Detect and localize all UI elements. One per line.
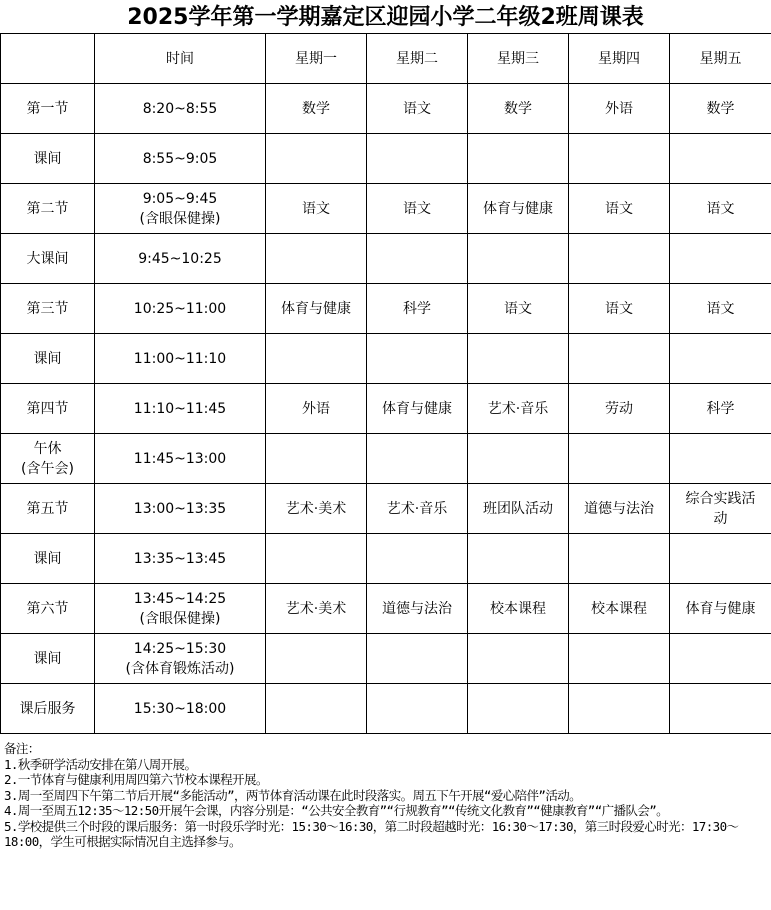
subject-cell <box>468 234 569 284</box>
subject-cell <box>367 134 468 184</box>
period-cell <box>1 484 95 534</box>
period-cell <box>1 134 95 184</box>
time-cell <box>95 334 266 384</box>
notes-section <box>4 741 768 850</box>
time-range: 9:05~9:45 <box>142 190 218 207</box>
period-label: 第五节 <box>26 500 69 517</box>
subject-cell <box>367 434 468 484</box>
period-cell <box>1 184 95 234</box>
subject-cell: 劳动 <box>569 384 670 434</box>
subject-cell <box>367 234 468 284</box>
period-cell <box>1 634 95 684</box>
subject-cell: 班团队活动 <box>468 484 569 534</box>
subject-cell <box>468 334 569 384</box>
schedule-row <box>1 284 771 334</box>
time-range: 9:45~10:25 <box>138 250 222 267</box>
subject-cell <box>569 234 670 284</box>
period-cell <box>1 434 95 484</box>
subject-cell: 语文 <box>670 184 771 234</box>
subject-cell <box>468 534 569 584</box>
subject-cell <box>468 634 569 684</box>
time-range: 14:25~15:30 <box>133 640 227 657</box>
period-note: (含午会) <box>21 460 74 477</box>
time-range: 15:30~18:00 <box>133 700 227 717</box>
time-cell <box>95 134 266 184</box>
subject-cell <box>670 684 771 734</box>
period-cell <box>1 234 95 284</box>
schedule-row <box>1 484 771 534</box>
subject-cell: 科学 <box>367 284 468 334</box>
note-item: 2.一节体育与健康利用周四第六节校本课程开展。 <box>4 772 268 787</box>
time-range: 13:45~14:25 <box>133 590 227 607</box>
period-label: 课间 <box>33 650 62 667</box>
time-range: 13:00~13:35 <box>133 500 227 517</box>
schedule-row <box>1 684 771 734</box>
period-label: 大课间 <box>26 250 69 267</box>
subject-cell: 外语 <box>266 384 367 434</box>
time-range: 11:00~11:10 <box>133 350 227 367</box>
period-label: 课间 <box>33 550 62 567</box>
period-label: 课间 <box>33 150 62 167</box>
schedule-row <box>1 384 771 434</box>
schedule-row <box>1 234 771 284</box>
subject-cell: 体育与健康 <box>468 184 569 234</box>
time-cell <box>95 684 266 734</box>
time-cell <box>95 234 266 284</box>
time-note: (含体育锻炼活动) <box>125 660 235 677</box>
subject-cell: 校本课程 <box>468 584 569 634</box>
period-label: 午休 <box>33 440 62 457</box>
schedule-table <box>0 33 771 734</box>
schedule-row <box>1 534 771 584</box>
schedule-row <box>1 584 771 634</box>
subject-cell: 体育与健康 <box>266 284 367 334</box>
subject-cell <box>266 534 367 584</box>
period-label: 第四节 <box>26 400 69 417</box>
header-day: 星期一 <box>266 34 367 84</box>
time-range: 13:35~13:45 <box>133 550 227 567</box>
schedule-row <box>1 434 771 484</box>
subject-cell <box>670 534 771 584</box>
header-row <box>1 34 771 84</box>
period-cell <box>1 84 95 134</box>
subject-cell: 语文 <box>468 284 569 334</box>
header-time: 时间 <box>95 34 266 84</box>
period-label: 第一节 <box>26 100 69 117</box>
time-cell <box>95 534 266 584</box>
subject-cell <box>569 684 670 734</box>
time-note: (含眼保健操) <box>139 210 221 227</box>
subject-cell: 体育与健康 <box>670 584 771 634</box>
subject-cell <box>569 334 670 384</box>
schedule-body <box>1 34 771 734</box>
time-cell <box>95 284 266 334</box>
subject-cell <box>670 434 771 484</box>
subject-cell <box>468 684 569 734</box>
subject-cell: 语文 <box>367 84 468 134</box>
subject-cell <box>569 434 670 484</box>
period-label: 第三节 <box>26 300 69 317</box>
subject-cell: 数学 <box>468 84 569 134</box>
period-label: 第六节 <box>26 600 69 617</box>
subject-cell: 道德与法治 <box>569 484 670 534</box>
subject-cell <box>670 134 771 184</box>
subject-cell <box>266 634 367 684</box>
corner-cell <box>1 34 95 84</box>
subject-cell <box>468 434 569 484</box>
subject-cell <box>367 684 468 734</box>
time-range: 8:20~8:55 <box>142 100 218 117</box>
subject-cell: 艺术·音乐 <box>468 384 569 434</box>
time-cell <box>95 634 266 684</box>
subject-cell: 体育与健康 <box>367 384 468 434</box>
time-cell <box>95 584 266 634</box>
subject-cell: 艺术·美术 <box>266 584 367 634</box>
subject-cell <box>266 234 367 284</box>
note-item: 3.周一至周四下午第二节后开展“多能活动”，两节体育活动课在此时段落实。周五下午开展“爱心陪伴”活动。 <box>4 787 582 803</box>
subject-cell <box>367 534 468 584</box>
period-cell <box>1 584 95 634</box>
subject-cell: 语文 <box>569 184 670 234</box>
time-range: 8:55~9:05 <box>142 150 218 167</box>
period-cell <box>1 534 95 584</box>
time-note: (含眼保健操) <box>139 610 221 627</box>
subject-cell: 语文 <box>670 284 771 334</box>
subject-cell: 语文 <box>569 284 670 334</box>
subject-cell: 语文 <box>367 184 468 234</box>
subject-cell: 外语 <box>569 84 670 134</box>
period-label: 课后服务 <box>19 700 76 717</box>
subject-cell: 艺术·美术 <box>266 484 367 534</box>
subject-cell <box>569 634 670 684</box>
time-range: 11:45~13:00 <box>133 450 227 467</box>
note-item: 4.周一至周五12:35～12:50开展午会课，内容分别是：“公共安全教育”“行规教育”“传统文化教育”“健康教育”“广播队会”。 <box>4 803 669 818</box>
subject-cell: 校本课程 <box>569 584 670 634</box>
subject-cell <box>266 134 367 184</box>
subject-cell <box>367 634 468 684</box>
subject-cell <box>569 534 670 584</box>
period-cell <box>1 384 95 434</box>
time-cell <box>95 434 266 484</box>
header-day: 星期三 <box>468 34 569 84</box>
schedule-row <box>1 634 771 684</box>
page-title: 2025学年第一学期嘉定区迎园小学二年级2班周课表 <box>127 5 644 30</box>
subject-cell <box>670 234 771 284</box>
subject-cell: 数学 <box>266 84 367 134</box>
schedule-row <box>1 184 771 234</box>
schedule-row <box>1 84 771 134</box>
subject-cell <box>266 434 367 484</box>
notes-heading: 备注： <box>4 741 40 756</box>
header-day: 星期四 <box>569 34 670 84</box>
subject-cell: 数学 <box>670 84 771 134</box>
time-cell <box>95 184 266 234</box>
period-label: 课间 <box>33 350 62 367</box>
schedule-row <box>1 334 771 384</box>
subject-cell <box>670 334 771 384</box>
time-cell <box>95 484 266 534</box>
subject-cell <box>367 334 468 384</box>
subject-cell <box>266 684 367 734</box>
subject-cell <box>670 634 771 684</box>
schedule-row <box>1 134 771 184</box>
subject-cell: 科学 <box>670 384 771 434</box>
header-day: 星期二 <box>367 34 468 84</box>
time-cell <box>95 84 266 134</box>
subject-cell: 道德与法治 <box>367 584 468 634</box>
subject-cell: 艺术·音乐 <box>367 484 468 534</box>
period-cell <box>1 684 95 734</box>
header-day: 星期五 <box>670 34 771 84</box>
period-cell <box>1 334 95 384</box>
period-label: 第二节 <box>26 200 69 217</box>
time-range: 11:10~11:45 <box>133 400 227 417</box>
note-item: 1.秋季研学活动安排在第八周开展。 <box>4 756 197 772</box>
subject-cell: 综合实践活动 <box>670 484 771 534</box>
subject-cell <box>266 334 367 384</box>
subject-cell <box>468 134 569 184</box>
period-cell <box>1 284 95 334</box>
time-range: 10:25~11:00 <box>133 300 227 317</box>
time-cell <box>95 384 266 434</box>
note-item: 5.学校提供三个时段的课后服务：第一时段乐学时光：15:30～16:30，第二时段超越时光：16:30～17:30，第三时段爱心时光：17:30～18:00，学生可根据实际情况自主选择参与。 <box>4 818 739 849</box>
subject-cell <box>569 134 670 184</box>
subject-cell: 语文 <box>266 184 367 234</box>
